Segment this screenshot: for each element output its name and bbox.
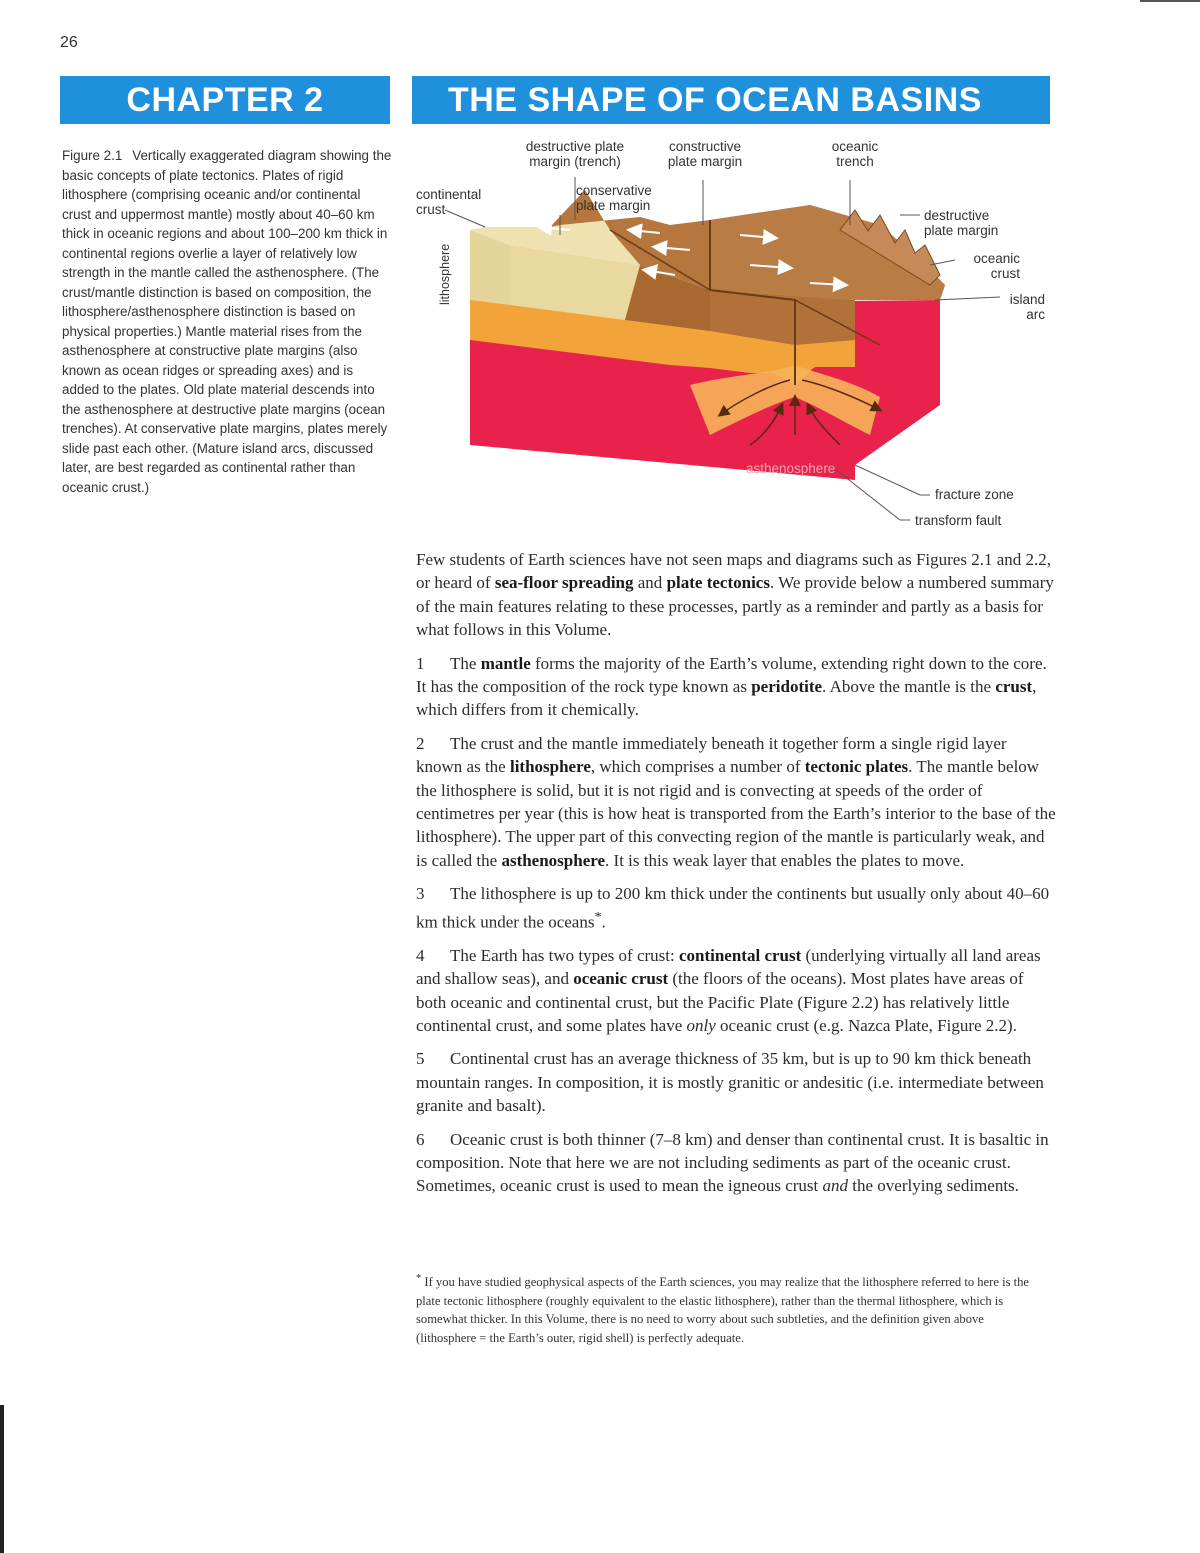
emphasis-and: and: [822, 1176, 848, 1196]
label-destructive-trench: destructive plate margin (trench): [525, 139, 625, 169]
numbered-paragraph-6: [416, 1128, 1056, 1198]
text-run: Few students of Earth sciences have not seen maps and diagrams such as Figures 2.1 and 2.2, or heard of: [416, 550, 1051, 593]
footnote: [416, 1270, 1046, 1348]
plate-tectonics-diagram: [410, 135, 1070, 535]
text-run: . We provide below a numbered summary of the main features relating to these processes, partly as a reminder and partly as a basis for what follows in this Volume.: [416, 573, 1054, 640]
text-run: The: [450, 653, 481, 673]
label-destructive-margin-right: destructive plate margin: [924, 208, 999, 238]
intro-paragraph: [416, 548, 1056, 642]
chapter-banner: CHAPTER 2: [60, 76, 390, 124]
chapter-title-banner: THE SHAPE OF OCEAN BASINS: [412, 76, 1050, 124]
paragraph-number: 6: [416, 1129, 425, 1149]
text-run: The crust and the mantle immediately beneath it together form a single rigid layer known as the: [416, 733, 1007, 777]
label-conservative-margin: conservative plate margin: [576, 183, 652, 213]
term-peridotite: peridotite: [751, 677, 823, 697]
label-transform-fault: transform fault: [915, 513, 1002, 528]
paragraph-number: 3: [416, 884, 425, 904]
footnote-mark: *: [416, 1273, 422, 1284]
text-run: , which comprises a number of: [590, 757, 805, 777]
text-run: Continental crust has an average thickness of 35 km, but is up to 90 km thick beneath mountain ranges. In composition, it is mostly granitic or andesitic (i.e. intermediate between granite and basalt).: [416, 1049, 1044, 1116]
numbered-paragraph-5: [416, 1047, 1056, 1117]
text-run: (underlying virtually all land areas and shallow seas), and: [416, 945, 1041, 989]
footnote-marker: *: [594, 908, 602, 925]
term-asthenosphere: asthenosphere: [501, 850, 606, 870]
text-run: The lithosphere is up to 200 km thick under the continents but usually only about 40–60 km thick under the oceans: [416, 884, 1050, 932]
footnote-text: If you have studied geophysical aspects of the Earth sciences, you may realize that the lithosphere referred to here is the plate tectonic lithosphere (roughly equivalent to the elastic lithosphere), rather than the thermal lithosphere, which is somewhat thicker. In this Volume, there is no need to worry about such subtleties, and the definition given above (lithosphere = the Earth’s outer, rigid shell) is perfectly adequate.: [416, 1275, 1030, 1345]
label-oceanic-trench: oceanic trench: [831, 139, 879, 169]
emphasis-only: only: [686, 1015, 716, 1035]
paragraph-number: 2: [416, 733, 425, 753]
text-run: , which differs from it chemically.: [416, 677, 1037, 720]
text-run: . It is this weak layer that enables the plates to move.: [605, 850, 965, 870]
text-run: Oceanic crust is both thinner (7–8 km) and denser than continental crust. It is basaltic in composition. Note that here we are not including sediments as part of the oceanic crust. Sometimes, oceanic crust is used to mean the igneous crust: [416, 1129, 1049, 1196]
term-continental-crust: continental crust: [678, 945, 802, 965]
text-run: . Above the mantle is the: [822, 677, 996, 697]
label-oceanic-crust: oceanic crust: [973, 251, 1020, 281]
text-run: forms the majority of the Earth’s volume, extending right down to the core. It has the composition of the rock type known as: [416, 653, 1047, 697]
text-run: the overlying sediments.: [848, 1176, 1019, 1196]
paragraph-number: 1: [416, 653, 425, 673]
term-tectonic-plates: tectonic plates: [804, 757, 909, 777]
figure-number: Figure 2.1: [62, 148, 123, 163]
term-mantle: mantle: [480, 653, 531, 673]
label-island-arc: island arc: [1009, 292, 1045, 322]
paragraph-number: 5: [416, 1049, 425, 1069]
text-run: (the floors of the oceans). Most plates have areas of both oceanic and continental crust, but the Pacific Plate (Figure 2.2) has relatively little continental crust, and some plates have: [416, 969, 1024, 1035]
term-crust: crust: [995, 677, 1033, 697]
text-run: .: [601, 912, 606, 932]
figure-caption-text: Vertically exaggerated diagram showing the basic concepts of plate tectonics. Plates of rigid lithosphere (comprising oceanic and/or continental crust and uppermost mantle) mostly about 40–60 km thick in oceanic regions and about 100–200 km thick in continental regions overlie a layer of relatively low strength in the mantle called the asthenosphere. (The crust/mantle distinction is based on composition, the lithosphere/asthenosphere distinction is based on physical properties.) Mantle material rises from the asthenosphere at constructive plate margins (also known as ocean ridges or spreading axes) and is added to the plates. Old plate material descends into the asthenosphere at destructive plate margins (ocean trenches). At conservative plate margins, plates merely slide past each other. (Mature island arcs, discussed later, are best regarded as continental rather than oceanic crust.): [62, 148, 392, 495]
term-sea-floor-spreading: sea-floor spreading: [494, 573, 634, 593]
block-diagram: [410, 135, 1070, 535]
main-body-text: [416, 548, 1056, 1208]
text-run: oceanic crust (e.g. Nazca Plate, Figure 2.2).: [715, 1015, 1017, 1035]
numbered-paragraph-3: [416, 882, 1056, 933]
left-edge-rule: [0, 1405, 4, 1553]
term-plate-tectonics: plate tectonics: [666, 573, 770, 593]
label-constructive-margin: constructive plate margin: [667, 139, 743, 169]
label-continental-crust: continental crust: [416, 187, 482, 217]
label-lithosphere: lithosphere: [438, 243, 452, 305]
term-lithosphere: lithosphere: [509, 757, 591, 777]
label-asthenosphere: asthenosphere: [746, 461, 836, 476]
text-run: . The mantle below the lithosphere is solid, but it is not rigid and is convecting at speeds of the order of centimetres per year (this is how heat is transported from the Earth’s interior to the base of the lithosphere). The upper part of this convecting region of the mantle is particularly weak, and is called the: [416, 757, 1056, 870]
text-run: The Earth has two types of crust:: [450, 945, 679, 965]
figure-caption: [62, 146, 392, 497]
paragraph-number: 4: [416, 945, 425, 965]
numbered-paragraph-2: [416, 732, 1056, 872]
numbered-paragraph-4: [416, 944, 1056, 1038]
top-edge-rule: [1140, 0, 1200, 2]
term-oceanic-crust: oceanic crust: [573, 969, 669, 989]
page-number: 26: [60, 34, 78, 51]
numbered-paragraph-1: [416, 652, 1056, 722]
text-run: and: [633, 573, 667, 593]
label-fracture-zone: fracture zone: [935, 487, 1014, 502]
